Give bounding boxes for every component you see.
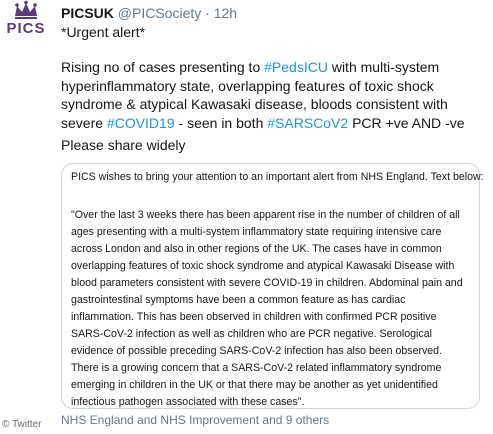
- author-name[interactable]: PICSUK: [61, 5, 114, 21]
- hashtag-pedsicu[interactable]: #PedsICU: [264, 59, 328, 75]
- logo-text: PICS: [6, 20, 46, 37]
- hashtag-covid19[interactable]: #COVID19: [106, 114, 175, 131]
- twitter-credit: © Twitter: [2, 419, 42, 430]
- pics-logo[interactable]: [3, 0, 49, 42]
- tweet-text-part3: - seen in both: [174, 114, 268, 131]
- tweet-text-part4: PCR +ve AND -ve: [348, 114, 465, 131]
- crown-icon: [3, 0, 49, 22]
- tweet-timestamp[interactable]: 12h: [213, 5, 238, 21]
- tweet-text-part2: with multi-system hyperinflammatory state, overlapping features of toxic shock syndrome & atypical Kawasaki disease, bloods consistent with severe: [61, 59, 448, 131]
- author-handle[interactable]: @PICSociety: [117, 5, 202, 21]
- urgent-alert-line: *Urgent alert*: [61, 24, 146, 40]
- tweet-text-part1: Rising no of cases presenting to: [61, 59, 265, 75]
- hashtag-sarscov2[interactable]: #SARSCoV2: [267, 114, 349, 131]
- tagged-users[interactable]: NHS England and NHS Improvement and 9 others: [61, 413, 330, 427]
- header-separator: ·: [205, 5, 210, 21]
- tweet-header: [61, 5, 237, 22]
- alert-body: "Over the last 3 weeks there has been apparent rise in the number of children of all ages presenting with a multi-system inflammatory state requiring intensive care across London and also in other regions of the UK. The cases have in common overlapping features of toxic shock syndrome and atypical Kawasaki Disease with blood parameters consistent with severe COVID-19 in children. Abdominal pain and gastrointestinal symptoms have been a common feature as has cardiac inflammation. This has been observed in children with confirmed PCR positive SARS-CoV-2 infection as well as children who are PCR negative. Serological evidence of possible preceding SARS-CoV-2 infection has also been observed. There is a growing concern that a SARS-CoV-2 related inflammatory syndrome emerging in children in the UK or that there may be another as yet unidentified infectious pathogen associated with these cases".: [71, 209, 463, 408]
- share-widely-text: Please share widely: [61, 137, 186, 153]
- alert-intro: PICS wishes to bring your attention to an important alert from NHS England. Text below:: [71, 171, 484, 183]
- attached-alert-image[interactable]: [61, 163, 484, 409]
- tweet-body: [61, 58, 481, 132]
